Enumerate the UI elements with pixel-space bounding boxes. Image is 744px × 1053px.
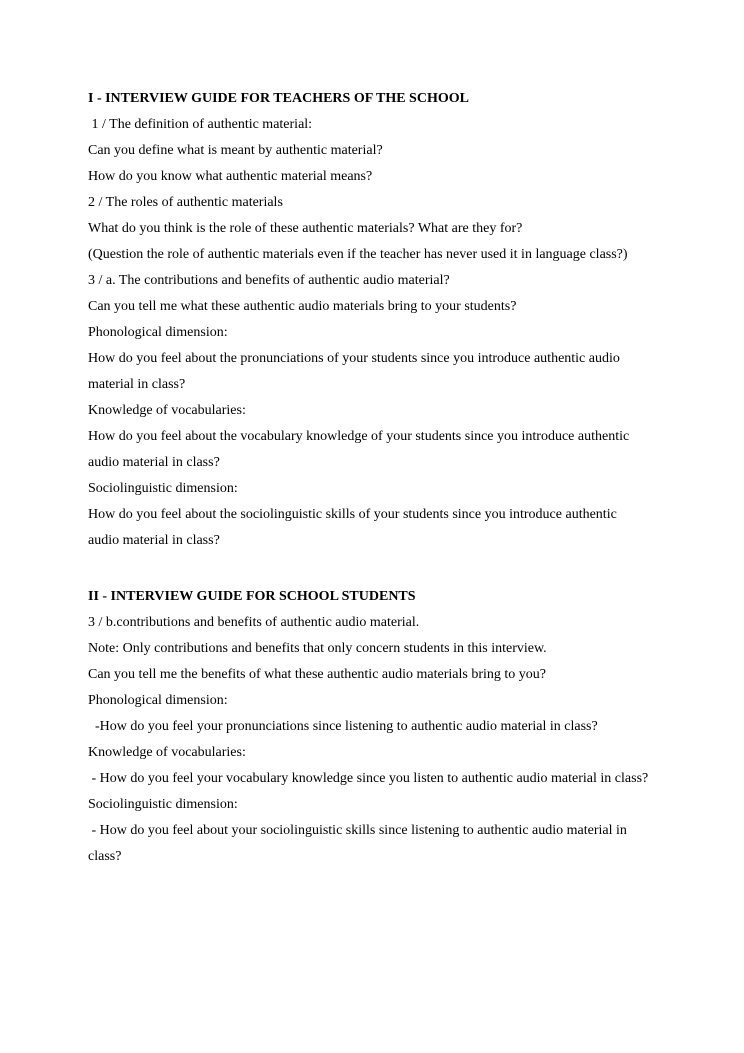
section-2-line: Sociolinguistic dimension: <box>88 797 238 812</box>
section-1-line: What do you think is the role of these authentic materials? What are they for? <box>88 221 523 236</box>
section-1-line: How do you feel about the pronunciations of your students since you introduce authentic audio <box>88 351 620 366</box>
section-2-line: Knowledge of vocabularies: <box>88 745 246 760</box>
section-2-line: Note: Only contributions and benefits that only concern students in this interview. <box>88 641 547 656</box>
section-1-line: 2 / The roles of authentic materials <box>88 195 283 210</box>
section-1-line: audio material in class? <box>88 533 220 548</box>
section-2-line: 3 / b.contributions and benefits of authentic audio material. <box>88 615 420 630</box>
section-2-heading: II - INTERVIEW GUIDE FOR SCHOOL STUDENTS <box>88 589 416 604</box>
section-spacer <box>88 554 718 584</box>
section-1-line: (Question the role of authentic materials even if the teacher has never used it in language class?) <box>88 247 628 262</box>
section-1-line: material in class? <box>88 377 186 392</box>
section-2-line: - How do you feel your vocabulary knowledge since you listen to authentic audio material in class? <box>88 771 649 786</box>
section-1-line: How do you feel about the sociolinguistic skills of your students since you introduce authentic <box>88 507 617 522</box>
section-2-line: - How do you feel about your sociolinguistic skills since listening to authentic audio material in <box>88 823 627 838</box>
section-2-line: class? <box>88 849 122 864</box>
section-1-line: 1 / The definition of authentic material: <box>88 117 313 132</box>
section-2-line: Can you tell me the benefits of what these authentic audio materials bring to you? <box>88 667 546 682</box>
section-1-line: Phonological dimension: <box>88 325 228 340</box>
section-1-line: Can you define what is meant by authentic material? <box>88 143 383 158</box>
section-1-line: How do you know what authentic material means? <box>88 169 373 184</box>
section-2-line: -How do you feel your pronunciations since listening to authentic audio material in class? <box>88 719 598 734</box>
section-1-line: Can you tell me what these authentic audio materials bring to your students? <box>88 299 517 314</box>
section-1-heading: I - INTERVIEW GUIDE FOR TEACHERS OF THE SCHOOL <box>88 91 469 106</box>
section-1-line: Sociolinguistic dimension: <box>88 481 238 496</box>
section-2-line: Phonological dimension: <box>88 693 228 708</box>
section-1-line: audio material in class? <box>88 455 220 470</box>
section-1-line: 3 / a. The contributions and benefits of authentic audio material? <box>88 273 450 288</box>
document-body <box>88 86 718 870</box>
section-1-line: Knowledge of vocabularies: <box>88 403 246 418</box>
section-1-line: How do you feel about the vocabulary knowledge of your students since you introduce authentic <box>88 429 630 444</box>
